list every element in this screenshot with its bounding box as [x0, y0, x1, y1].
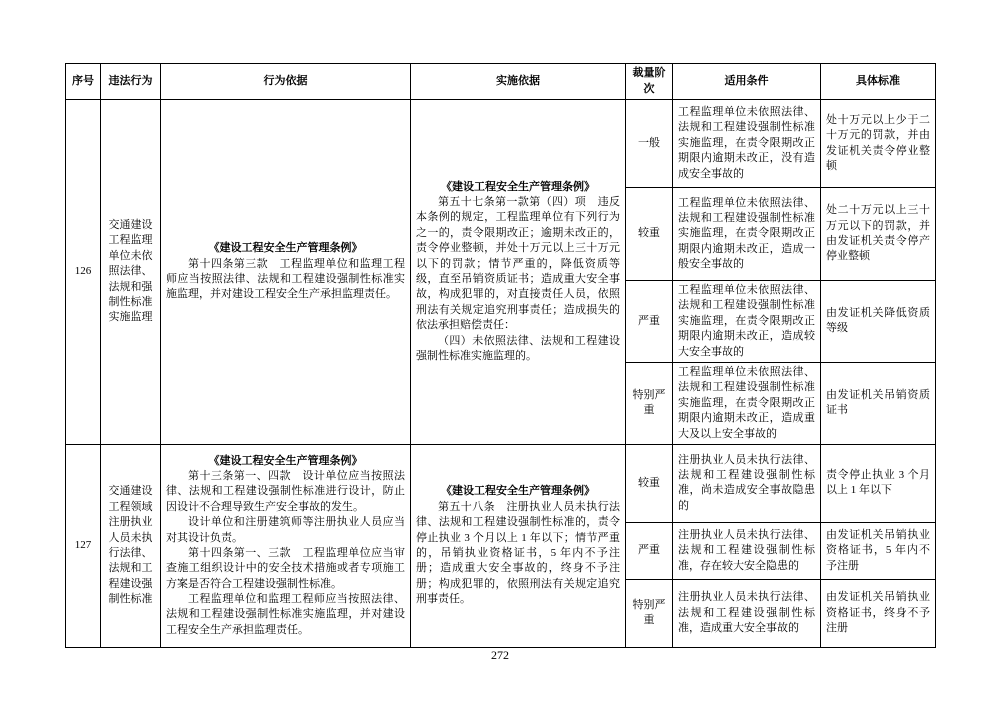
cell-specific-standard: 由发证机关吊销资质证书	[821, 362, 936, 444]
cell-specific-standard: 由发证机关吊销执业资格证书，5 年内不予注册	[821, 522, 936, 579]
regulation-paragraph: 工程监理单位和监理工程师应当按照法律、法规和工程建设强制性标准实施监理，并对建设工程安全生产承担监理责任。	[166, 593, 405, 636]
table-row	[66, 444, 936, 522]
cell-specific-standard: 由发证机关降低资质等级	[821, 281, 936, 363]
regulation-paragraph: 设计单位和注册建筑师等注册执业人员应当对其设计负责。	[166, 516, 405, 544]
cell-applicable-condition: 工程监理单位未依照法律、法规和工程建设强制性标准实施监理，在责令限期改正期限内逾期未改正，造成较大安全事故的	[673, 281, 821, 363]
column-header-seq: 序号	[66, 64, 101, 100]
regulation-paragraph: 第十四条第一、三款 工程监理单位应当审查施工组织设计中的安全技术措施或者专项施工方案是否符合工程建设强制性标准。	[166, 546, 405, 590]
cell-applicable-condition: 工程监理单位未依照法律、法规和工程建设强制性标准实施监理，在责令限期改正期限内逾期未改正，没有造成安全事故的	[673, 100, 821, 188]
cell-specific-standard: 由发证机关吊销执业资格证书，终身不予注册	[821, 579, 936, 647]
cell-applicable-condition: 注册执业人员未执行法律、法规和工程建设强制性标准，造成重大安全事故的	[673, 579, 821, 647]
regulation-paragraph: 第十四条第三款 工程监理单位和监理工程师应当按照法律、法规和工程建设强制性标准实施监理，并对建设工程安全生产承担监理责任。	[166, 257, 405, 301]
regulation-title: 《建设工程安全生产管理条例》	[441, 485, 595, 498]
cell-discretion-level: 一般	[626, 100, 673, 188]
cell-specific-standard: 处十万元以上少于二十万元的罚款，并由发证机关责令停业整顿	[821, 100, 936, 188]
cell-implementation-basis	[411, 444, 626, 647]
cell-specific-standard: 处二十万元以上三十万元以下的罚款，并由发证机关责令停产停业整顿	[821, 188, 936, 281]
cell-discretion-level: 较重	[626, 188, 673, 281]
penalty-discretion-table	[65, 63, 936, 648]
cell-behavior-basis	[161, 100, 411, 445]
column-header-violation: 违法行为	[101, 64, 161, 100]
regulation-title: 《建设工程安全生产管理条例》	[208, 454, 363, 467]
cell-discretion-level: 严重	[626, 281, 673, 363]
page-number: 272	[491, 648, 509, 662]
table-row	[66, 100, 936, 188]
regulation-paragraph: （四）未依照法律、法规和工程建设强制性标准实施监理的。	[416, 334, 620, 362]
cell-discretion-level: 特别严重	[626, 362, 673, 444]
column-header-implementation-basis: 实施依据	[411, 64, 626, 100]
cell-discretion-level: 严重	[626, 522, 673, 579]
cell-discretion-level: 特别严重	[626, 579, 673, 647]
regulation-paragraph: 第十三条第一、四款 设计单位应当按照法律、法规和工程建设强制性标准进行设计，防止因设计不合理导致生产安全事故的发生。	[166, 469, 405, 513]
regulation-title: 《建设工程安全生产管理条例》	[208, 242, 363, 255]
cell-applicable-condition: 工程监理单位未依照法律、法规和工程建设强制性标准实施监理，在责令限期改正期限内逾期未改正，造成重大及以上安全事故的	[673, 362, 821, 444]
table-header-row	[66, 64, 936, 100]
column-header-behavior-basis: 行为依据	[161, 64, 411, 100]
regulation-paragraph: 第五十八条 注册执业人员未执行法律、法规和工程建设强制性标准的，责令停止执业 3 个月以上 1 年以下；情节严重的，吊销执业资格证书，5 年内不予注册；造成重大安全事故的，终身不予注册；构成犯罪的，依照刑法有关规定追究刑事责任。	[416, 500, 620, 606]
cell-specific-standard: 责令停止执业 3 个月以上 1 年以下	[821, 444, 936, 522]
cell-applicable-condition: 工程监理单位未依照法律、法规和工程建设强制性标准实施监理，在责令限期改正期限内逾期未改正，造成一般安全事故的	[673, 188, 821, 281]
column-header-applicable-condition: 适用条件	[673, 64, 821, 100]
cell-implementation-basis	[411, 100, 626, 445]
cell-applicable-condition: 注册执业人员未执行法律、法规和工程建设强制性标准，尚未造成安全事故隐患的	[673, 444, 821, 522]
column-header-discretion-level: 裁量阶次	[626, 64, 673, 100]
column-header-specific-standard: 具体标准	[821, 64, 936, 100]
regulation-title: 《建设工程安全生产管理条例》	[441, 180, 595, 193]
cell-applicable-condition: 注册执业人员未执行法律、法规和工程建设强制性标准，存在较大安全隐患的	[673, 522, 821, 579]
cell-seq: 126	[66, 100, 101, 445]
regulation-paragraph: 第五十七条第一款第（四）项 违反本条例的规定，工程监理单位有下列行为之一的，责令限期改正；逾期未改正的，责令停业整顿，并处十万元以上三十万元以下的罚款；情节严重的，降低资质等级，直至吊销资质证书；造成重大安全事故，构成犯罪的，对直接责任人员，依照刑法有关规定追究刑事责任；造成损失的依法承担赔偿责任：	[416, 196, 620, 332]
cell-seq: 127	[66, 444, 101, 647]
cell-behavior-basis	[161, 444, 411, 647]
cell-discretion-level: 较重	[626, 444, 673, 522]
cell-violation: 交通建设工程领域注册执业人员未执行法律、法规和工程建设强制性标准	[101, 444, 161, 647]
cell-violation: 交通建设工程监理单位未依照法律、法规和强制性标准实施监理	[101, 100, 161, 445]
